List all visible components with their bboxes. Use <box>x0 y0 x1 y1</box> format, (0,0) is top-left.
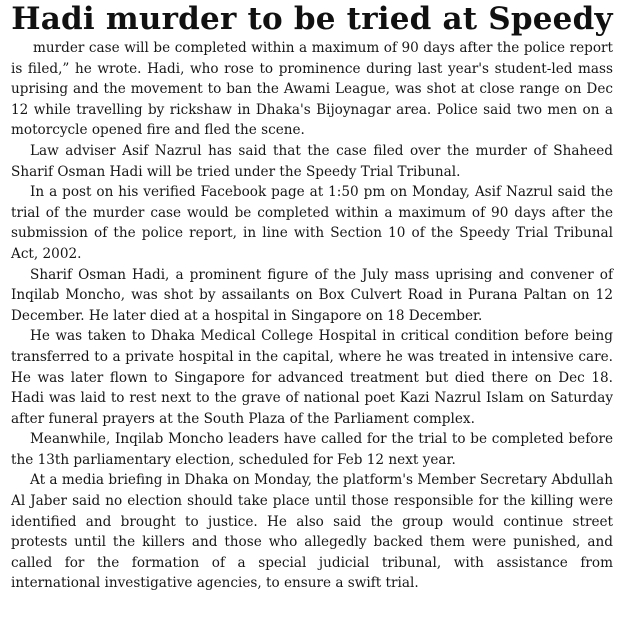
paragraph-hadi-profile: Sharif Osman Hadi, a prominent figure of the July mass uprising and convener of Inqilab Moncho, was shot by assailants on Box Culvert Road in Purana Paltan on 12 December. He later died at a hospital in Singapore on 18 December. <box>11 266 613 324</box>
paragraph-treatment: He was taken to Dhaka Medical College Hospital in critical condition before being transferred to a private hospital in the capital, where he was treated in intensive care. He was later flown to Singapore for advanced treatment but died there on Dec 18. Hadi was laid to rest next to the grave of national poet Kazi Nazrul Islam on Saturday after funeral prayers at the South Plaza of the Parliament complex. <box>11 328 613 427</box>
paragraph-media-briefing: At a media briefing in Dhaka on Monday, the platform's Member Secretary Abdullah Al Jaber said no election should take place until those responsible for the killing were identified and brought to justice. He also said the group would continue street protests until the killers and those who allegedly backed them were punished, and called for the formation of a special judicial tribunal, with assistance from international investigative agencies, to ensure a swift trial. <box>11 472 613 592</box>
paragraph-demand: Meanwhile, Inqilab Moncho leaders have called for the trial to be completed before the 13th parliamentary election, scheduled for Feb 12 next year. <box>11 431 613 468</box>
paragraph-law-adviser: Law adviser Asif Nazrul has said that the case filed over the murder of Shaheed Sharif Osman Hadi will be tried under the Speedy Trial Tribunal. <box>11 142 613 180</box>
article-body <box>11 38 613 594</box>
headline: Hadi murder to be tried at Speedy <box>11 1 613 37</box>
paragraph-facebook-post: In a post on his verified Facebook page at 1:50 pm on Monday, Asif Nazrul said the trial of the murder case would be completed within a maximum of 90 days after the submission of the police report, in line with Section 10 of the Speedy Trial Tribunal Act, 2002. <box>11 184 613 262</box>
paragraph-continuation: murder case will be completed within a maximum of 90 days after the police report is filed,” he wrote. Hadi, who rose to prominence during last year's student-led mass uprising and the movement to ban the Awami League, was shot at close range on Dec 12 while travelling by rickshaw in Dhaka's Bijoynagar area. Police said two men on a motorcycle opened fire and fled the scene. <box>11 40 613 139</box>
